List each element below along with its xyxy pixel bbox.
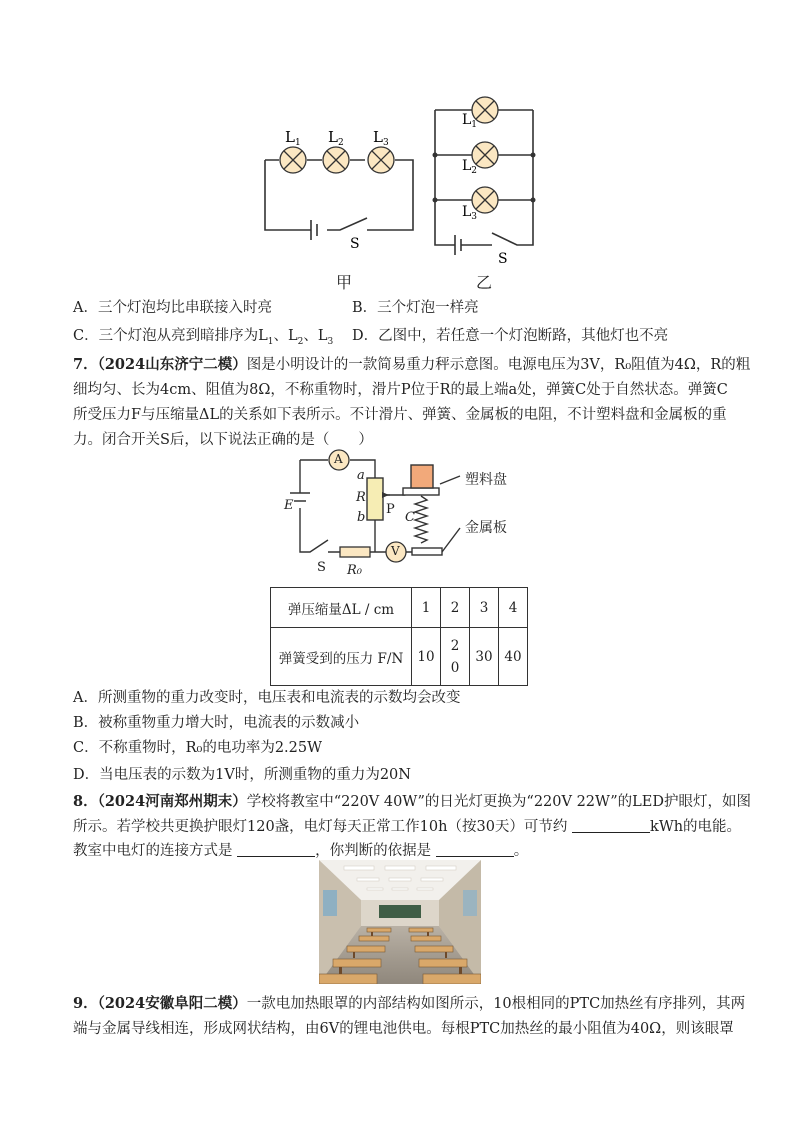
q7-option-c: C．不称重物时，R₀的电功率为2.25W (73, 740, 323, 756)
source-label: E (284, 498, 294, 513)
table-cell: 2 0 (441, 628, 470, 686)
q6-option-d: D．乙图中，若任意一个灯泡断路，其他灯也不亮 (352, 328, 669, 344)
switch-label: S (317, 560, 326, 575)
q7-stem-line4: 力。闭合开关S后，以下说法正确的是（ ） (73, 432, 373, 448)
lamp-l1 (280, 147, 306, 173)
q7-option-d: D．当电压表的示数为1V时，所测重物的重力为20N (73, 767, 411, 783)
table-header-compression: 弹压缩量ΔL / cm (271, 588, 412, 628)
circuit-figure-series-parallel (255, 90, 555, 295)
switch-label-s2: S (498, 251, 508, 267)
q8-stem-line1: 8．（2024河南郑州期末）学校将教室中“220V 40W”的日光灯更换为“220V 22W”的LED护眼灯，如图 (73, 793, 751, 810)
label-l2: $L_2$ (328, 128, 344, 148)
table-cell: 40 (499, 628, 528, 686)
b-label: b (357, 510, 366, 525)
switch-label-s1: S (350, 236, 360, 252)
q7-option-a: A．所测重物的重力改变时，电压表和电流表的示数均会改变 (73, 690, 461, 706)
label-l1: $L_1$ (285, 128, 301, 148)
q7-option-b: B．被称重物重力增大时，电流表的示数减小 (73, 715, 360, 731)
q8-stem-line2: 所示。若学校共更换护眼灯120盏，电灯每天正常工作10h（按30天）可节约 kWh的电能。 (73, 819, 742, 835)
spring-data-table (270, 587, 528, 686)
answer-blank-1[interactable] (572, 818, 650, 833)
table-cell: 30 (470, 628, 499, 686)
q6-option-b: B．三个灯泡一样亮 (352, 300, 479, 316)
c-label: C (405, 510, 415, 525)
q6-option-a: A．三个灯泡均比串联接入时亮 (73, 300, 272, 316)
q7-stem-line3: 所受压力F与压缩量ΔL的关系如下表所示。不计滑片、弹簧、金属板的电阻，不计塑料盘和金属板的重 (73, 407, 727, 423)
metal-plate-label: 金属板 (465, 520, 507, 536)
table-cell: 1 (412, 588, 441, 628)
a-label: a (357, 468, 365, 483)
r0-label: R₀ (347, 563, 362, 578)
q8-stem-line3: 教室中电灯的连接方式是 ，你判断的依据是 。 (73, 843, 529, 859)
q7-stem-line1: 7．（2024山东济宁二模）图是小明设计的一款简易重力秤示意图。电源电压为3V，R₀阻值为4Ω，R的粗 (73, 356, 751, 373)
table-cell: 3 (470, 588, 499, 628)
label-l3: $L_3$ (373, 128, 389, 148)
svg-text:L3: $L_3$ (462, 204, 478, 222)
table-header-force: 弹簧受到的压力 F/N (271, 628, 412, 686)
table-cell: 10 (412, 628, 441, 686)
classroom-photo (319, 860, 481, 984)
svg-text:L1: $L_1$ (462, 112, 478, 130)
ammeter-label: A (334, 452, 343, 466)
q6-option-c: C．三个灯泡从亮到暗排序为$L_1$、$L_2$、$L_3$ (73, 328, 334, 347)
answer-blank-3[interactable] (436, 842, 514, 857)
lamp-l3 (368, 147, 394, 173)
caption-jia: 甲 (336, 273, 353, 292)
svg-text:L2: $L_2$ (462, 158, 478, 176)
parallel-circuit (435, 110, 533, 255)
q9-stem-line1: 9．（2024安徽阜阳二模）一款电加热眼罩的内部结构如图所示，10根相同的PTC加热丝有序排列，其两 (73, 995, 746, 1012)
answer-blank-2[interactable] (237, 842, 315, 857)
q9-stem-line2: 端与金属导线相连，形成网状结构，由6V的锂电池供电。每根PTC加热丝的最小阻值为40Ω，则该眼罩 (73, 1021, 734, 1037)
q7-stem-line2: 细均匀、长为4cm、阻值为8Ω，不称重物时，滑片P位于R的最上端a处，弹簧C处于自然状态。弹簧C (73, 382, 728, 398)
r-label: R (356, 490, 366, 505)
plastic-plate-label: 塑料盘 (465, 472, 507, 488)
lamp-l2 (323, 147, 349, 173)
table-cell: 4 (499, 588, 528, 628)
voltmeter-label: V (391, 544, 400, 558)
p-label: P (386, 502, 395, 517)
table-cell: 2 (441, 588, 470, 628)
caption-yi: 乙 (476, 273, 493, 292)
